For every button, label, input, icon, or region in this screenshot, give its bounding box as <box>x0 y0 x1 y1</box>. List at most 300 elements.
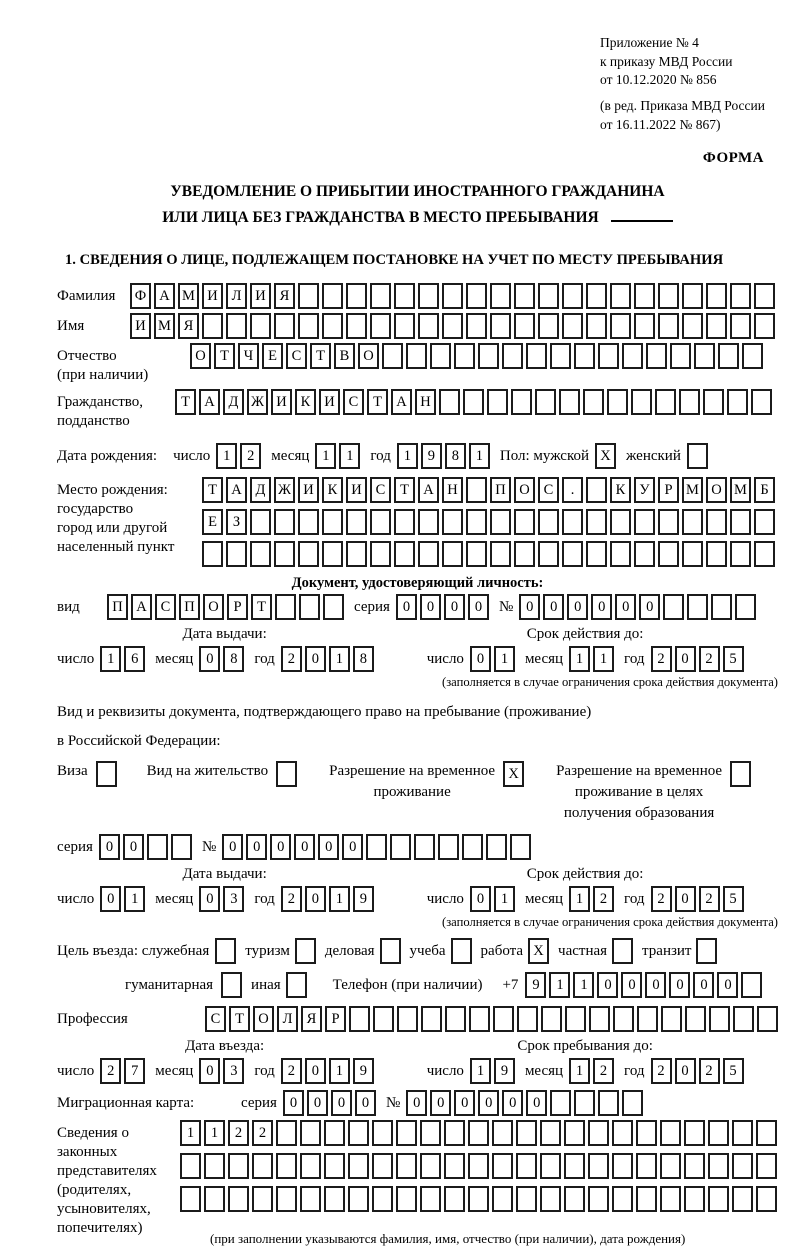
form-cell[interactable] <box>612 1153 633 1179</box>
form-cell[interactable]: 6 <box>124 646 145 672</box>
form-cell[interactable]: 0 <box>430 1090 451 1116</box>
form-cell[interactable] <box>612 1120 633 1146</box>
form-cell[interactable]: 0 <box>567 594 588 620</box>
form-cell[interactable]: М <box>682 477 703 503</box>
form-cell[interactable] <box>252 1186 273 1212</box>
form-cell[interactable] <box>390 834 411 860</box>
form-cell[interactable] <box>274 541 295 567</box>
form-cell[interactable] <box>468 1153 489 1179</box>
form-cell[interactable]: 1 <box>204 1120 225 1146</box>
form-cell[interactable] <box>370 313 391 339</box>
form-cell[interactable]: 0 <box>294 834 315 860</box>
form-cell[interactable] <box>204 1153 225 1179</box>
form-cell[interactable] <box>250 313 271 339</box>
form-cell[interactable] <box>442 509 463 535</box>
form-cell[interactable] <box>514 541 535 567</box>
form-cell[interactable] <box>535 389 556 415</box>
form-cell[interactable]: 0 <box>331 1090 352 1116</box>
form-cell[interactable]: 5 <box>723 646 744 672</box>
form-cell[interactable]: 0 <box>100 886 121 912</box>
form-cell[interactable]: А <box>418 477 439 503</box>
form-cell[interactable] <box>730 509 751 535</box>
form-cell[interactable]: 0 <box>305 1058 326 1084</box>
form-cell[interactable]: 0 <box>307 1090 328 1116</box>
form-cell[interactable]: 0 <box>470 886 491 912</box>
form-cell[interactable] <box>588 1186 609 1212</box>
form-cell[interactable] <box>349 1006 370 1032</box>
form-cell[interactable]: М <box>178 283 199 309</box>
form-cell[interactable] <box>396 1186 417 1212</box>
form-cell[interactable]: 1 <box>180 1120 201 1146</box>
form-cell[interactable]: И <box>298 477 319 503</box>
form-cell[interactable] <box>516 1186 537 1212</box>
form-cell[interactable] <box>469 1006 490 1032</box>
form-cell[interactable] <box>490 541 511 567</box>
form-cell[interactable] <box>299 594 320 620</box>
form-cell[interactable]: 0 <box>543 594 564 620</box>
form-cell[interactable]: 1 <box>124 886 145 912</box>
form-cell[interactable] <box>147 834 168 860</box>
form-cell[interactable]: Ж <box>247 389 268 415</box>
form-cell[interactable] <box>511 389 532 415</box>
form-cell[interactable] <box>418 541 439 567</box>
form-cell[interactable]: 2 <box>593 886 614 912</box>
form-cell[interactable]: О <box>706 477 727 503</box>
form-cell[interactable]: П <box>179 594 200 620</box>
form-cell[interactable] <box>373 1006 394 1032</box>
form-cell[interactable] <box>322 283 343 309</box>
form-cell[interactable]: Б <box>754 477 775 503</box>
form-cell[interactable]: С <box>155 594 176 620</box>
form-cell[interactable]: 0 <box>420 594 441 620</box>
form-cell[interactable] <box>631 389 652 415</box>
form-cell[interactable]: Е <box>202 509 223 535</box>
form-cell[interactable] <box>711 594 732 620</box>
form-cell[interactable] <box>298 283 319 309</box>
form-cell[interactable] <box>463 389 484 415</box>
form-cell[interactable] <box>451 938 472 964</box>
form-cell[interactable]: Т <box>214 343 235 369</box>
form-cell[interactable]: 0 <box>222 834 243 860</box>
form-cell[interactable]: 2 <box>281 1058 302 1084</box>
form-cell[interactable] <box>276 1120 297 1146</box>
form-cell[interactable] <box>370 541 391 567</box>
form-cell[interactable]: Т <box>202 477 223 503</box>
form-cell[interactable] <box>610 509 631 535</box>
form-cell[interactable]: 1 <box>573 972 594 998</box>
form-cell[interactable] <box>454 343 475 369</box>
form-cell[interactable] <box>687 443 708 469</box>
form-cell[interactable] <box>679 389 700 415</box>
form-cell[interactable] <box>538 313 559 339</box>
form-cell[interactable] <box>684 1186 705 1212</box>
form-cell[interactable] <box>696 938 717 964</box>
form-cell[interactable] <box>394 509 415 535</box>
form-cell[interactable] <box>250 541 271 567</box>
form-cell[interactable] <box>274 509 295 535</box>
form-cell[interactable] <box>418 313 439 339</box>
form-cell[interactable] <box>274 313 295 339</box>
form-cell[interactable] <box>348 1153 369 1179</box>
form-cell[interactable]: 0 <box>639 594 660 620</box>
form-cell[interactable] <box>562 313 583 339</box>
form-cell[interactable] <box>221 972 242 998</box>
form-cell[interactable] <box>394 283 415 309</box>
form-cell[interactable]: 0 <box>246 834 267 860</box>
form-cell[interactable] <box>298 541 319 567</box>
form-cell[interactable]: 0 <box>591 594 612 620</box>
form-cell[interactable] <box>588 1120 609 1146</box>
form-cell[interactable] <box>468 1186 489 1212</box>
form-cell[interactable]: 0 <box>693 972 714 998</box>
form-cell[interactable]: 0 <box>454 1090 475 1116</box>
form-cell[interactable] <box>754 541 775 567</box>
form-cell[interactable] <box>540 1153 561 1179</box>
form-cell[interactable]: Т <box>251 594 272 620</box>
form-cell[interactable] <box>468 1120 489 1146</box>
form-cell[interactable] <box>420 1120 441 1146</box>
form-cell[interactable] <box>730 283 751 309</box>
form-cell[interactable] <box>634 541 655 567</box>
form-cell[interactable] <box>550 1090 571 1116</box>
form-cell[interactable] <box>430 343 451 369</box>
form-cell[interactable]: 2 <box>651 886 672 912</box>
form-cell[interactable] <box>670 343 691 369</box>
form-cell[interactable] <box>346 541 367 567</box>
form-cell[interactable] <box>660 1186 681 1212</box>
form-cell[interactable] <box>658 313 679 339</box>
form-cell[interactable] <box>636 1186 657 1212</box>
form-cell[interactable]: 0 <box>318 834 339 860</box>
form-cell[interactable]: 0 <box>283 1090 304 1116</box>
form-cell[interactable] <box>634 313 655 339</box>
form-cell[interactable] <box>96 761 117 787</box>
form-cell[interactable]: 3 <box>223 1058 244 1084</box>
form-cell[interactable]: И <box>250 283 271 309</box>
form-cell[interactable] <box>396 1153 417 1179</box>
form-cell[interactable]: 1 <box>329 646 350 672</box>
form-cell[interactable] <box>708 1153 729 1179</box>
form-cell[interactable]: X <box>503 761 524 787</box>
form-cell[interactable] <box>300 1120 321 1146</box>
form-cell[interactable]: С <box>343 389 364 415</box>
form-cell[interactable]: С <box>205 1006 226 1032</box>
form-cell[interactable] <box>466 477 487 503</box>
form-cell[interactable] <box>394 541 415 567</box>
form-cell[interactable]: 2 <box>699 886 720 912</box>
form-cell[interactable] <box>637 1006 658 1032</box>
form-cell[interactable]: X <box>528 938 549 964</box>
form-cell[interactable] <box>742 343 763 369</box>
form-cell[interactable] <box>636 1153 657 1179</box>
form-cell[interactable] <box>538 509 559 535</box>
form-cell[interactable]: 1 <box>329 886 350 912</box>
form-cell[interactable] <box>574 343 595 369</box>
form-cell[interactable] <box>646 343 667 369</box>
form-cell[interactable] <box>564 1153 585 1179</box>
form-cell[interactable]: 9 <box>525 972 546 998</box>
form-cell[interactable] <box>655 389 676 415</box>
form-cell[interactable]: 0 <box>199 886 220 912</box>
form-cell[interactable]: 2 <box>281 646 302 672</box>
form-cell[interactable]: 0 <box>502 1090 523 1116</box>
form-cell[interactable] <box>380 938 401 964</box>
form-cell[interactable] <box>466 283 487 309</box>
form-cell[interactable] <box>610 283 631 309</box>
form-cell[interactable] <box>706 283 727 309</box>
form-cell[interactable]: 1 <box>329 1058 350 1084</box>
form-cell[interactable] <box>718 343 739 369</box>
form-cell[interactable] <box>215 938 236 964</box>
form-cell[interactable]: 1 <box>593 646 614 672</box>
form-cell[interactable]: С <box>286 343 307 369</box>
form-cell[interactable]: 1 <box>569 1058 590 1084</box>
form-cell[interactable] <box>324 1153 345 1179</box>
form-cell[interactable] <box>442 283 463 309</box>
form-cell[interactable]: И <box>346 477 367 503</box>
form-cell[interactable]: 0 <box>597 972 618 998</box>
form-cell[interactable]: 1 <box>469 443 490 469</box>
form-cell[interactable] <box>607 389 628 415</box>
form-cell[interactable] <box>588 1153 609 1179</box>
form-cell[interactable]: 0 <box>305 886 326 912</box>
form-cell[interactable]: 2 <box>651 646 672 672</box>
form-cell[interactable] <box>487 389 508 415</box>
form-cell[interactable]: Ч <box>238 343 259 369</box>
form-cell[interactable]: О <box>190 343 211 369</box>
form-cell[interactable] <box>516 1120 537 1146</box>
form-cell[interactable] <box>295 938 316 964</box>
form-cell[interactable] <box>694 343 715 369</box>
form-cell[interactable] <box>510 834 531 860</box>
form-cell[interactable] <box>514 283 535 309</box>
form-cell[interactable]: 1 <box>216 443 237 469</box>
form-cell[interactable] <box>323 594 344 620</box>
form-cell[interactable] <box>658 283 679 309</box>
form-cell[interactable]: 5 <box>723 1058 744 1084</box>
form-cell[interactable] <box>730 313 751 339</box>
form-cell[interactable]: 8 <box>353 646 374 672</box>
form-cell[interactable]: А <box>199 389 220 415</box>
form-cell[interactable] <box>706 541 727 567</box>
form-cell[interactable] <box>438 834 459 860</box>
form-cell[interactable] <box>346 509 367 535</box>
form-cell[interactable]: 0 <box>199 646 220 672</box>
form-cell[interactable]: 0 <box>99 834 120 860</box>
form-cell[interactable]: Т <box>310 343 331 369</box>
form-cell[interactable] <box>228 1153 249 1179</box>
form-cell[interactable] <box>466 509 487 535</box>
form-cell[interactable]: Ф <box>130 283 151 309</box>
form-cell[interactable] <box>658 541 679 567</box>
form-cell[interactable] <box>732 1186 753 1212</box>
form-cell[interactable]: 0 <box>675 646 696 672</box>
form-cell[interactable]: 1 <box>569 646 590 672</box>
form-cell[interactable] <box>370 509 391 535</box>
form-cell[interactable]: П <box>107 594 128 620</box>
form-cell[interactable] <box>180 1186 201 1212</box>
form-cell[interactable]: 0 <box>675 1058 696 1084</box>
form-cell[interactable] <box>612 1186 633 1212</box>
form-cell[interactable]: 8 <box>223 646 244 672</box>
form-cell[interactable] <box>661 1006 682 1032</box>
form-cell[interactable] <box>382 343 403 369</box>
form-cell[interactable]: 1 <box>100 646 121 672</box>
form-cell[interactable] <box>709 1006 730 1032</box>
title-blank-line[interactable] <box>611 220 673 222</box>
form-cell[interactable]: 0 <box>342 834 363 860</box>
form-cell[interactable]: 0 <box>468 594 489 620</box>
form-cell[interactable]: О <box>514 477 535 503</box>
form-cell[interactable]: К <box>295 389 316 415</box>
form-cell[interactable]: А <box>226 477 247 503</box>
form-cell[interactable] <box>540 1186 561 1212</box>
form-cell[interactable] <box>490 283 511 309</box>
form-cell[interactable]: Р <box>227 594 248 620</box>
form-cell[interactable] <box>372 1120 393 1146</box>
form-cell[interactable]: 0 <box>519 594 540 620</box>
form-cell[interactable]: А <box>391 389 412 415</box>
form-cell[interactable] <box>727 389 748 415</box>
form-cell[interactable]: В <box>334 343 355 369</box>
form-cell[interactable] <box>286 972 307 998</box>
form-cell[interactable] <box>372 1153 393 1179</box>
form-cell[interactable]: 2 <box>651 1058 672 1084</box>
form-cell[interactable]: 0 <box>645 972 666 998</box>
form-cell[interactable] <box>589 1006 610 1032</box>
form-cell[interactable]: Л <box>226 283 247 309</box>
form-cell[interactable] <box>418 283 439 309</box>
form-cell[interactable]: 0 <box>717 972 738 998</box>
form-cell[interactable] <box>502 343 523 369</box>
form-cell[interactable] <box>492 1120 513 1146</box>
form-cell[interactable] <box>732 1120 753 1146</box>
form-cell[interactable] <box>732 1153 753 1179</box>
form-cell[interactable] <box>202 541 223 567</box>
form-cell[interactable]: 0 <box>615 594 636 620</box>
form-cell[interactable] <box>414 834 435 860</box>
form-cell[interactable] <box>550 343 571 369</box>
form-cell[interactable] <box>324 1186 345 1212</box>
form-cell[interactable]: . <box>562 477 583 503</box>
form-cell[interactable] <box>372 1186 393 1212</box>
form-cell[interactable] <box>564 1186 585 1212</box>
form-cell[interactable] <box>658 509 679 535</box>
form-cell[interactable]: К <box>322 477 343 503</box>
form-cell[interactable]: Я <box>301 1006 322 1032</box>
form-cell[interactable] <box>562 283 583 309</box>
form-cell[interactable] <box>171 834 192 860</box>
form-cell[interactable] <box>610 313 631 339</box>
form-cell[interactable] <box>708 1186 729 1212</box>
form-cell[interactable]: М <box>154 313 175 339</box>
form-cell[interactable] <box>252 1153 273 1179</box>
form-cell[interactable]: 2 <box>699 646 720 672</box>
form-cell[interactable]: 7 <box>124 1058 145 1084</box>
form-cell[interactable]: К <box>610 477 631 503</box>
form-cell[interactable] <box>514 313 535 339</box>
form-cell[interactable] <box>612 938 633 964</box>
form-cell[interactable] <box>490 313 511 339</box>
form-cell[interactable] <box>490 509 511 535</box>
form-cell[interactable]: 8 <box>445 443 466 469</box>
form-cell[interactable] <box>564 1120 585 1146</box>
form-cell[interactable] <box>751 389 772 415</box>
form-cell[interactable] <box>703 389 724 415</box>
form-cell[interactable]: И <box>130 313 151 339</box>
form-cell[interactable] <box>370 283 391 309</box>
form-cell[interactable] <box>444 1186 465 1212</box>
form-cell[interactable] <box>685 1006 706 1032</box>
form-cell[interactable]: 2 <box>699 1058 720 1084</box>
form-cell[interactable]: Н <box>415 389 436 415</box>
form-cell[interactable]: 1 <box>569 886 590 912</box>
form-cell[interactable] <box>366 834 387 860</box>
form-cell[interactable] <box>492 1153 513 1179</box>
form-cell[interactable] <box>276 1186 297 1212</box>
form-cell[interactable]: П <box>490 477 511 503</box>
form-cell[interactable]: 9 <box>353 1058 374 1084</box>
form-cell[interactable] <box>517 1006 538 1032</box>
form-cell[interactable]: Ж <box>274 477 295 503</box>
form-cell[interactable] <box>445 1006 466 1032</box>
form-cell[interactable] <box>275 594 296 620</box>
form-cell[interactable] <box>298 509 319 535</box>
form-cell[interactable] <box>322 313 343 339</box>
form-cell[interactable]: 1 <box>494 646 515 672</box>
form-cell[interactable] <box>444 1120 465 1146</box>
form-cell[interactable] <box>226 541 247 567</box>
form-cell[interactable] <box>466 541 487 567</box>
form-cell[interactable]: И <box>271 389 292 415</box>
form-cell[interactable]: Р <box>325 1006 346 1032</box>
form-cell[interactable] <box>598 1090 619 1116</box>
form-cell[interactable]: 2 <box>228 1120 249 1146</box>
form-cell[interactable]: 1 <box>397 443 418 469</box>
form-cell[interactable]: И <box>202 283 223 309</box>
form-cell[interactable] <box>300 1186 321 1212</box>
form-cell[interactable]: О <box>358 343 379 369</box>
form-cell[interactable] <box>682 541 703 567</box>
form-cell[interactable] <box>565 1006 586 1032</box>
form-cell[interactable] <box>420 1153 441 1179</box>
form-cell[interactable] <box>514 509 535 535</box>
form-cell[interactable]: 1 <box>339 443 360 469</box>
form-cell[interactable] <box>634 283 655 309</box>
form-cell[interactable] <box>562 541 583 567</box>
form-cell[interactable] <box>439 389 460 415</box>
form-cell[interactable]: 1 <box>315 443 336 469</box>
form-cell[interactable] <box>462 834 483 860</box>
form-cell[interactable]: И <box>319 389 340 415</box>
form-cell[interactable] <box>586 313 607 339</box>
form-cell[interactable] <box>442 313 463 339</box>
form-cell[interactable] <box>660 1153 681 1179</box>
form-cell[interactable]: 0 <box>470 646 491 672</box>
form-cell[interactable] <box>684 1120 705 1146</box>
form-cell[interactable] <box>754 283 775 309</box>
form-cell[interactable] <box>636 1120 657 1146</box>
form-cell[interactable] <box>756 1153 777 1179</box>
form-cell[interactable] <box>276 761 297 787</box>
form-cell[interactable]: 0 <box>199 1058 220 1084</box>
form-cell[interactable]: 0 <box>526 1090 547 1116</box>
form-cell[interactable] <box>538 541 559 567</box>
form-cell[interactable] <box>348 1186 369 1212</box>
form-cell[interactable]: Л <box>277 1006 298 1032</box>
form-cell[interactable] <box>735 594 756 620</box>
form-cell[interactable] <box>202 313 223 339</box>
